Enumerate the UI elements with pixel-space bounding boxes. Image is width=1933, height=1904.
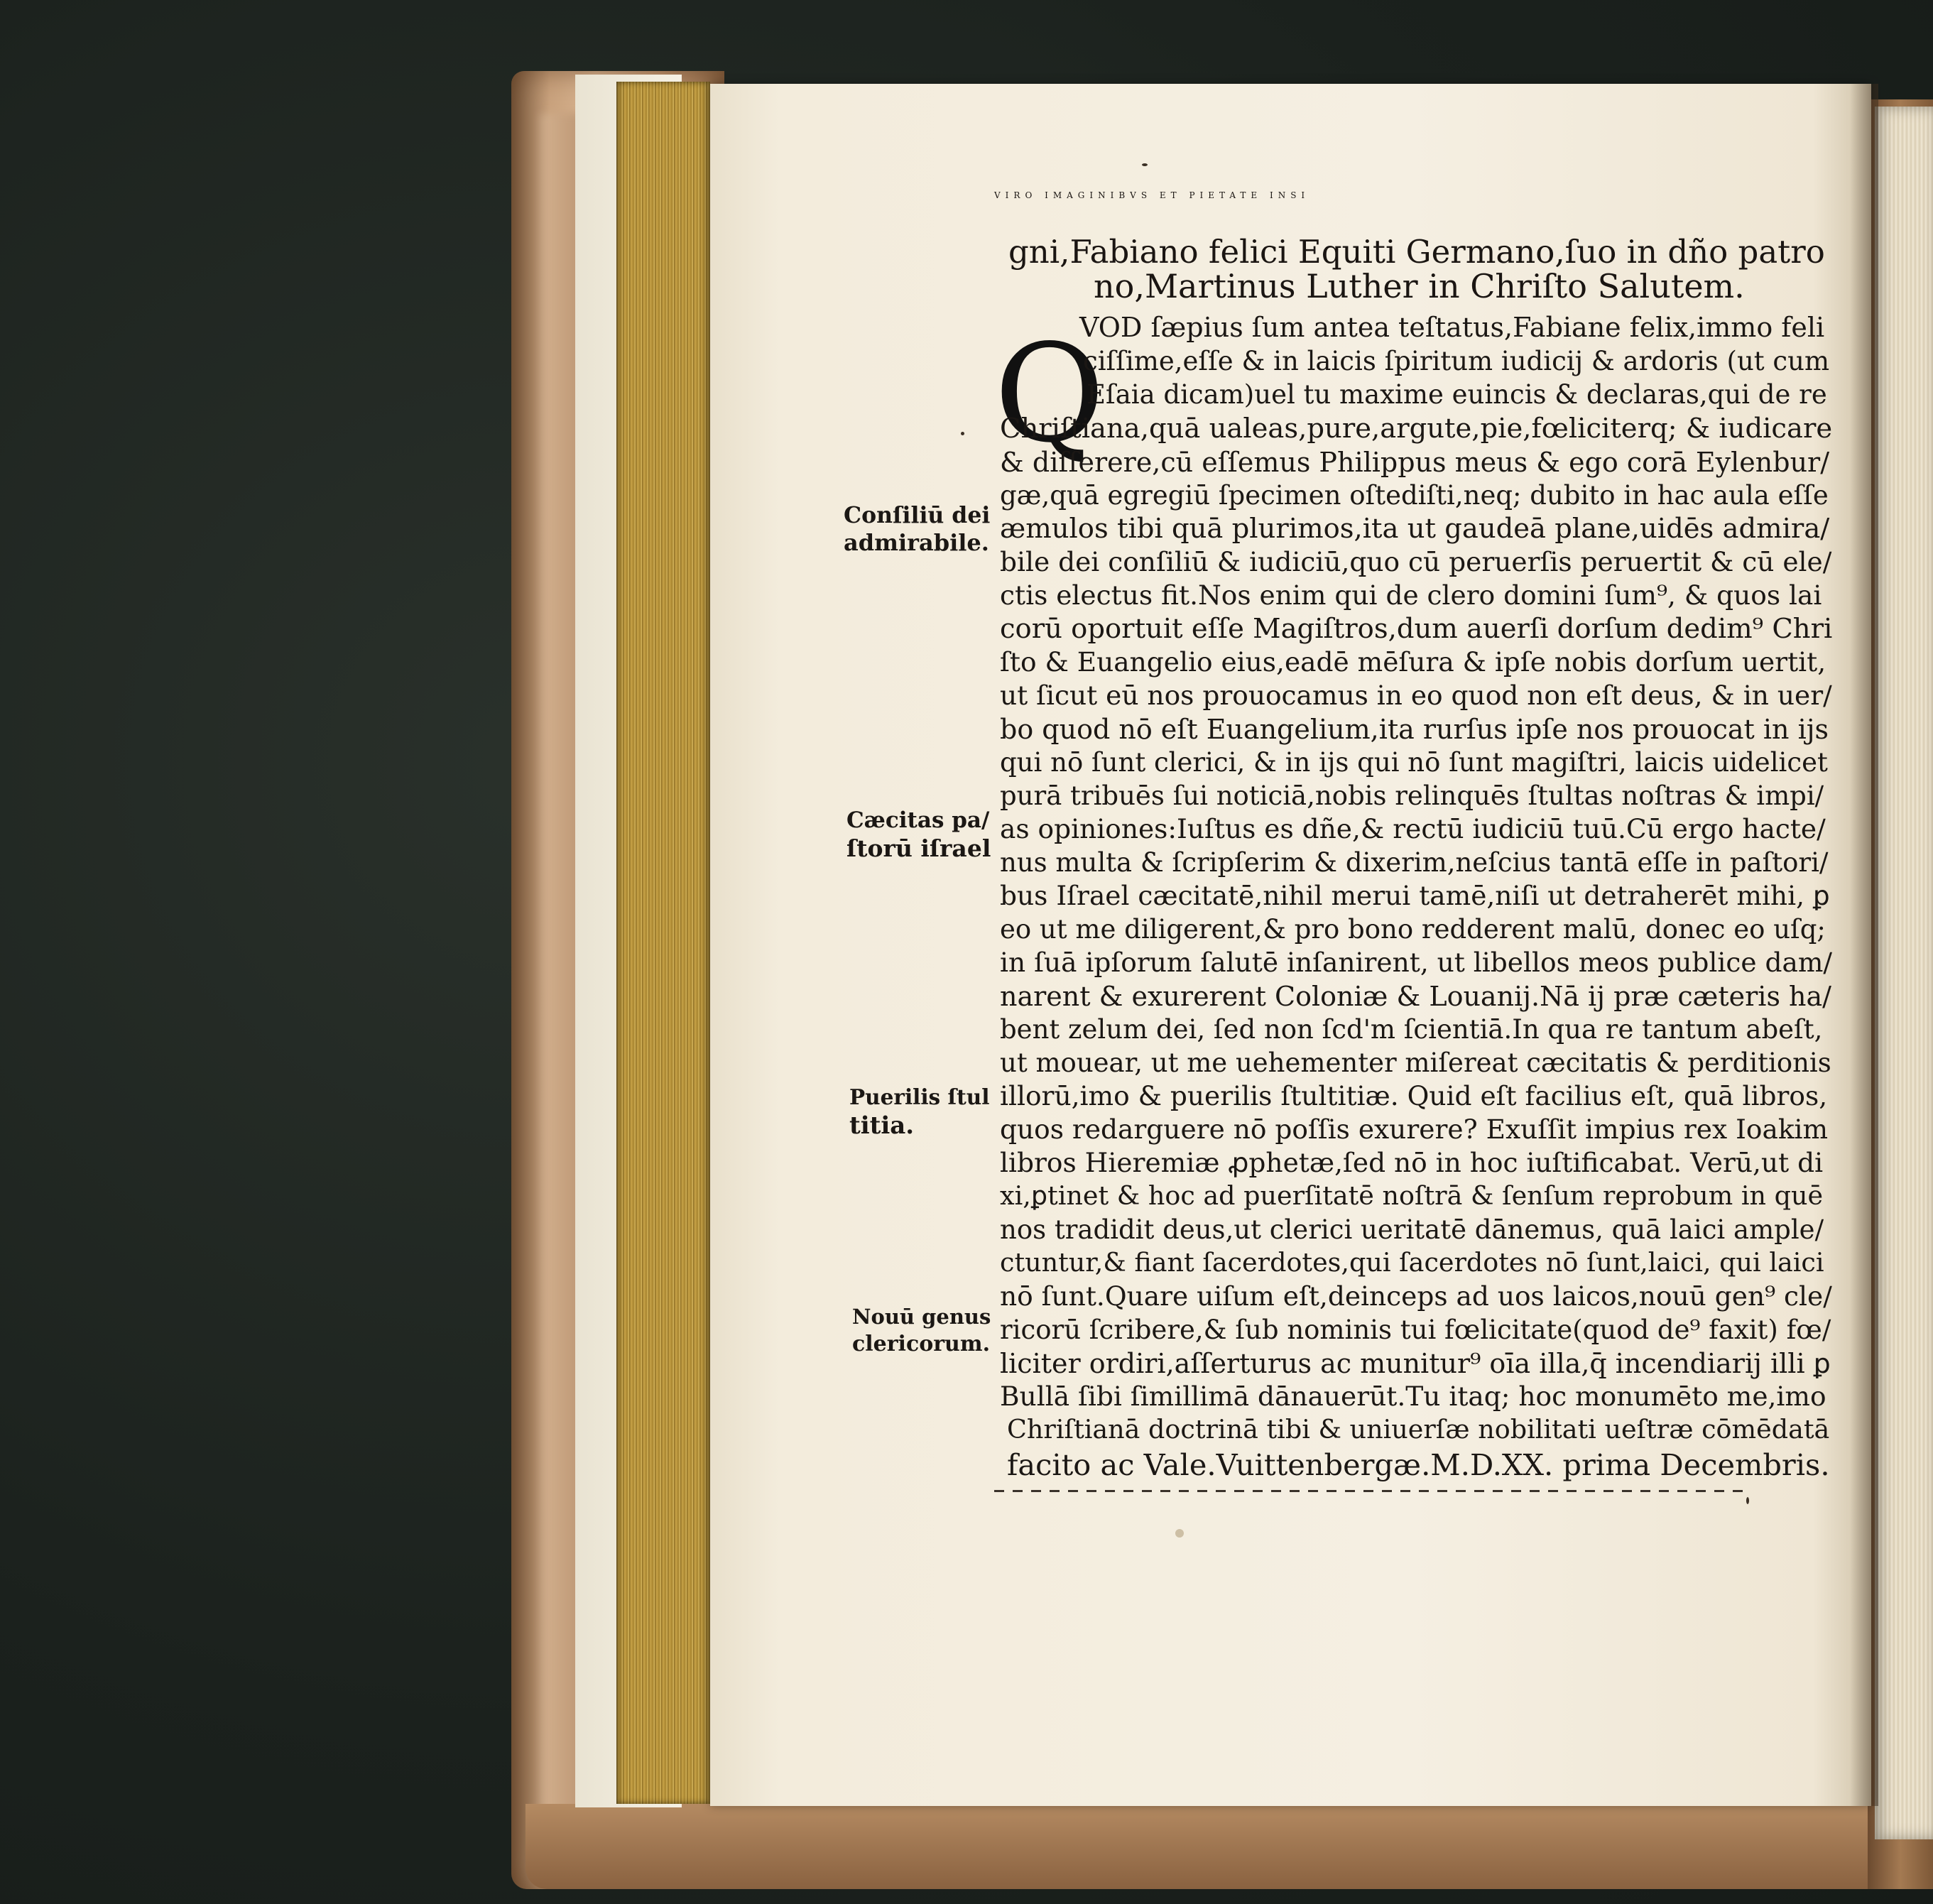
leather-cover-bottom: [526, 1804, 1889, 1889]
body-line: Chriſtianā doctrinā tibi & uniuerſæ nobilitati ueſtræ cōmēdatā: [1007, 1414, 1830, 1445]
body-line: gæ,quā egregiū ſpecimen oſtediſti,neq; dubito in hac aula eſſe: [1000, 480, 1829, 511]
body-line: quos redarguere nō poſſis exurere? Exuſſit impius rex Ioakim: [1000, 1114, 1829, 1145]
body-line: ricorū ſcribere,& ſub nominis tui fœlicitate(quod de⁹ faxit) fœ/: [1000, 1315, 1831, 1345]
body-line: ſto & Euangelio eius,eadē mēſura & ipſe nobis dorſum uertit,: [1000, 646, 1826, 678]
body-line: ut mouear, ut me uehementer miſereat cæcitatis & perditionis: [1000, 1048, 1831, 1078]
body-line: bus Iſrael cæcitatē,nihil merui tamē,niſi ut detraherēt mihi, ꝑ: [1000, 880, 1830, 911]
body-line: in ſuā ipſorum ſalutē inſanirent, ut libellos meos publice dam/: [1000, 947, 1833, 978]
body-line: qui nō ſunt clerici, & in ijs qui nō ſunt magiſtri, laicis uidelicet: [1000, 747, 1828, 778]
marginal-note-line: titia.: [849, 1111, 915, 1140]
body-line: ctis electus fit.Nos enim qui de clero domini ſum⁹, & quos lai: [1000, 580, 1822, 611]
ink-speck: [1142, 163, 1148, 166]
body-line: narent & exurerent Coloniæ & Louanij.Nā ij præ cæteris ha/: [1000, 981, 1831, 1012]
body-line: bile dei conſiliū & iudiciū,quo cū peruerſis peruertit & cū ele/: [1000, 546, 1832, 577]
marginal-note-line: ſtorū iſrael: [846, 834, 991, 862]
body-line: eo ut me diligerent,& pro bono redderent malū, donec eo uſq;: [1000, 914, 1826, 945]
ink-speck: [1175, 1529, 1184, 1538]
body-line: corū oportuit eſſe Magiſtros,dum auerſi dorſum dedim⁹ Chri: [1000, 613, 1833, 645]
body-line: liciter ordiri,aſſerturus ac munitur⁹ oīa illa,q̄ incendiarij illi ꝑ: [1000, 1348, 1831, 1379]
body-line: Bullā ſibi ſimillimā dānauerūt.Tu itaq; hoc monumēto me,imo: [1000, 1381, 1826, 1412]
body-line: bo quod nō eſt Euangelium,ita rurſus ipſe nos prouocat in ijs: [1000, 714, 1829, 745]
body-line: ctuntur,& fiant ſacerdotes,qui ſacerdotes nō ſunt,laici, qui laici: [1000, 1247, 1824, 1278]
page-gutter-shadow: [1850, 84, 1878, 1806]
closing-rule: [994, 1490, 1747, 1492]
body-line: facito ac Vale.Vuittenbergæ.M.D.XX. prima Decembris.: [1007, 1447, 1830, 1482]
heading-line-2: gni,Fabiano felici Equiti Germano,ſuo in dño patro: [1008, 233, 1825, 271]
body-line: & diſſerere,cū eſſemus Philippus meus & ego corā Eylenbur/: [1000, 447, 1830, 478]
body-line: ciſſime,eſſe & in laicis ſpiritum iudicij & ardoris (ut cum: [1083, 346, 1830, 376]
body-line: xi,ꝑtinet & hoc ad puerſitatē noſtrā & ſenſum reprobum in quē: [1000, 1180, 1824, 1211]
gilt-fore-edge: [616, 82, 710, 1804]
drop-capital: Q: [994, 315, 1105, 472]
heading-line-3: no,Martinus Luther in Chriſto Salutem.: [1094, 267, 1745, 305]
body-line: Eſaia dicam)uel tu maxime euincis & declaras,qui de re: [1087, 379, 1827, 410]
body-line: bent zelum dei, ſed non ſcd'm ſcientiā.In qua re tantum abeſt,: [1000, 1014, 1823, 1045]
body-line: ut ſicut eū nos prouocamus in eo quod non eſt deus, & in uer/: [1000, 680, 1832, 711]
marginal-note-line: Conſiliū dei: [844, 502, 991, 528]
marginal-note-line: clericorum.: [852, 1332, 991, 1356]
marginal-note-line: Puerilis ſtul: [849, 1084, 990, 1109]
body-line: nus multa & ſcripſerim & dixerim,neſcius tantā eſſe in paſtori/: [1000, 847, 1829, 878]
right-page-stack: [1875, 107, 1933, 1839]
marginal-note-line: Nouū genus: [852, 1305, 991, 1329]
body-line: Chriſtiana,quā ualeas,pure,argute,pie,fœliciterq; & iudicare: [1000, 413, 1833, 445]
body-line: nō ſunt.Quare uiſum eſt,deinceps ad uos laicos,nouū gen⁹ cle/: [1000, 1280, 1832, 1312]
body-line: illorū,imo & puerilis ſtultitiæ. Quid eſt facilius eſt, quā libros,: [1000, 1080, 1828, 1111]
body-line: nos tradidit deus,ut clerici ueritatē dānemus, quā laici ample/: [1000, 1214, 1824, 1245]
body-line: as opiniones:Iuſtus es dñe,& rectū iudiciū tuū.Cū ergo hacte/: [1000, 813, 1826, 844]
ink-speck: [1746, 1497, 1749, 1504]
body-line: purā tribuēs ſui noticiā,nobis relinquēs ſtultas noſtras & impi/: [1000, 780, 1824, 811]
marginal-note-line: admirabile.: [844, 529, 989, 556]
heading-line-1: VIRO IMAGINIBVS ET PIETATE INSI: [994, 190, 1310, 200]
marginal-note-line: Cæcitas pa/: [846, 807, 990, 833]
body-line: libros Hieremiæ ꝓphetæ,ſed nō in hoc iuſtificabat. Verū,ut di: [1000, 1147, 1824, 1178]
body-line: VOD ſæpius ſum antea teſtatus,Fabiane felix,immo feli: [1079, 312, 1825, 343]
ink-speck: [961, 432, 964, 435]
body-line: æmulos tibi quā plurimos,ita ut gaudeā plane,uidēs admira/: [1000, 513, 1830, 545]
